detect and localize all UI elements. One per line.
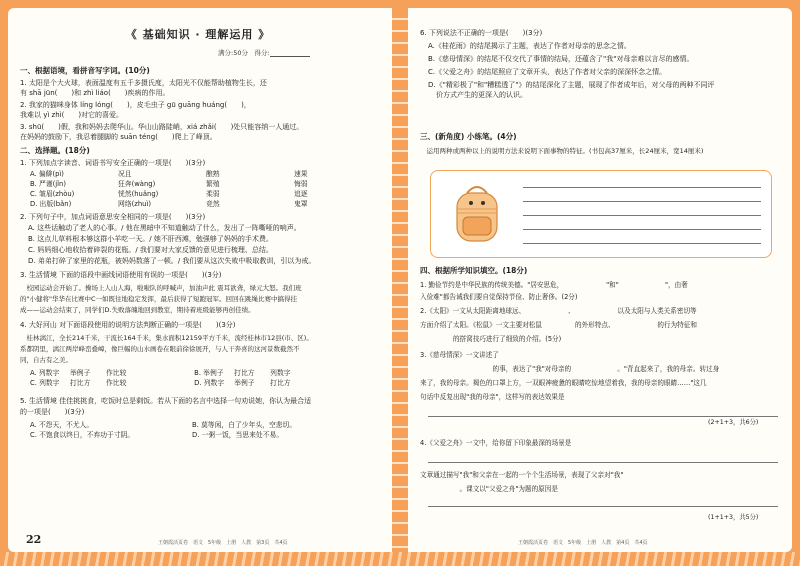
section-4-heading: 四、根据所学知识填空。(18分)	[420, 266, 528, 275]
s1-line-3: 2. 我家的猫咪身体 líng lóng( )，皮毛虫子 gū guāng huáng( )，	[20, 101, 251, 109]
q1-option-a: A. 偏僻(pì) 况且 酿熟 速果	[30, 170, 308, 178]
page-title: 《 基础知识 · 理解运用 》	[125, 28, 271, 41]
s1-line-6: 在妈妈的鼓励下，我忍着腿脚的 suān téng( )爬上了峰顶。	[20, 133, 217, 141]
question-2: 2. 下列句子中，加点词语意思安全相同的一项是( )(3分)	[20, 213, 206, 221]
r3-line-3: 来了，我的母亲。褐色的口罩上方，一双眼神疲惫的眼睛吃惊地望着我，我的母亲的眼睛……"这几	[420, 379, 707, 387]
q1-option-b: B. 严谨(jǐn) 狂奔(wàng) 繁殖 悔弱	[30, 180, 308, 188]
q1-option-c: C. 皱眉(zhòu) 恍然(huǎng) 柔弱 追逐	[30, 190, 308, 198]
q2-option-d: D. 弟弟打碎了家里的花瓶，被妈妈数落了一顿。/ 我们要从这次失败中吸取教训，引以为戒。	[28, 257, 316, 265]
left-footer: 王朝霞活页卷 语文 5年级 上册 人教 第3页 共4页	[158, 540, 288, 546]
section-2-heading: 二、选择题。(18分)	[20, 146, 90, 155]
s1-line-1: 1. 太阳是个大火球，表面温度有五千多摄氏度，太阳光不仅能帮助植物生长，还	[20, 79, 267, 87]
r3-line-1: 3.《慈母情深》一文讲述了	[420, 351, 499, 359]
q2-option-a: A. 这些话触动了老人的心事。/ 他在黑暗中不知道触动了什么，发出了一阵嘶哑的响声。	[28, 224, 301, 232]
section-1-heading: 一、根据语境，看拼音写字词。(10分)	[20, 66, 150, 75]
r3-line-2: 的事，表达了"我"对母亲的 。"背直起来了，我的母亲。转过身	[420, 365, 720, 373]
left-page	[8, 8, 392, 552]
q3-passage-1: 校园运动会开始了。操场上人山人海，啦啦队的呼喊声，加油声此 震耳欲聋，绿元大怒。我们班	[20, 284, 302, 292]
q6-option-a: A.《桂花雨》的结尾揭示了主题，表达了作者对母亲的思念之情。	[428, 42, 631, 50]
answer-line[interactable]	[523, 215, 761, 216]
q5-options-row-1: A. 不怨天，不尤人。 B. 莫等闲，白了少年头，空悲切。	[30, 421, 297, 429]
s3-instruction: 运用两种或两种以上的说明方法来说明下面事物的特征。(书包高37厘米，长24厘米，宽14厘米)	[420, 147, 704, 155]
answer-line[interactable]	[523, 243, 761, 244]
q4-passage-3: 同，自古有之美。	[20, 356, 72, 364]
binding-spine	[392, 8, 408, 552]
r1-line-2: 入俭难"都告诫我们要自觉保持节俭、防止奢侈。(2分)	[420, 293, 578, 301]
q4-options-row-1: A. 列数字 举例子 作比较 B. 举例子 打比方 列数字	[30, 369, 291, 377]
q4-options	[30, 368, 310, 388]
s1-line-2: 有 shā jūn( )和 zhì liáo( )疾病的作用。	[20, 89, 170, 97]
r4-score: (1+1+3，共5分)	[708, 514, 759, 521]
question-4: 4. 大好河山 对下面语段使用的说明方法判断正确的一项是( )(3分)	[20, 321, 236, 329]
backpack-icon	[449, 183, 505, 245]
section-3-heading: 三、(新角度) 小练笔。(4分)	[420, 132, 517, 141]
r3-line-4: 句话中反复出现"我的母亲"，这样写的表达效果是	[420, 393, 565, 401]
r1-line-1: 1. 勤俭节约是中华民族的传统美德。"居安思危， "和" "，由奢	[420, 281, 688, 289]
r3-score: (2+1+3，共6分)	[708, 419, 759, 426]
question-6: 6. 下列说法不正确的一项是( )(3分)	[420, 29, 543, 37]
q1-options	[30, 169, 382, 209]
r4-line-2: 文章通过描写"我"和父亲在一起的一个个生活场景，表现了父亲对"我"	[420, 471, 624, 479]
answer-line[interactable]	[523, 201, 761, 202]
question-1: 1. 下列加点字读音、词语书写安全正确的一项是( )(3分)	[20, 159, 206, 167]
q3-passage-3: 成——运动会结束了，同学们D.失败落魄地回到教室，期待着班级能够再创佳绩。	[20, 306, 255, 314]
q4-passage-1: 桂林漓江，全长214千米，干流长164千米，集水面积12159平方千米，流经桂林市12县(市、区)。	[20, 334, 313, 342]
r2-line-2: 方面介绍了太阳。《松鼠》一文主要对松鼠 的外形特点、 的行为特征和	[420, 321, 697, 329]
writing-box	[430, 170, 772, 258]
s1-line-4: 我难以 yì zhì( )对它的喜爱。	[20, 111, 124, 119]
q6-option-d: D.《"精彩极了"和"糟糕透了"》的结尾深化了主题，展现了作者成年后，对父母的两种不同评	[428, 81, 715, 89]
q6-option-c: C.《父爱之舟》的结尾照应了文章开头，表达了作者对父亲的深深怀念之情。	[428, 68, 667, 76]
answer-line[interactable]	[428, 462, 778, 463]
question-5: 5. 生活情境 佳佳挑挑食，吃饭时总是剩饭。若从下面的名言中选择一句劝说她，你认为最合适	[20, 397, 312, 405]
q2-option-c: C. 妈妈细心地收拾着碎裂的花瓶。/ 我们要对大家反馈的意见进行梳理、总结。	[28, 246, 273, 254]
question-5-cont: 的一项是( )(3分)	[20, 408, 85, 416]
page-number: 22	[26, 533, 42, 546]
q6-option-b: B.《慈母情深》的结尾不仅交代了事情的结局，还蕴含了"我"对母亲难以言尽的感情。	[428, 55, 694, 63]
bottom-decor	[0, 552, 800, 566]
r4-line-3: 。课文以"父爱之舟"为题的原因是	[420, 485, 558, 493]
s1-line-5: 3. shū( )假，我和妈妈去爬华山。华山山路陡峭，xiá zhǎi( )处只能容纳一人通过。	[20, 123, 304, 131]
question-3: 3. 生活情境 下面的语段中画线词语使用有误的一项是( )(3分)	[20, 271, 222, 279]
answer-line[interactable]	[428, 416, 778, 417]
q4-passage-2: 系都阴里，漓江两岸峰峦叠嶂，像巨幅的山水画卷在眼前徐徐展开，与人干奔喜的这河景数截然不	[20, 345, 300, 353]
score-line: 满分:50分 得分:	[218, 48, 310, 57]
answer-line[interactable]	[428, 506, 778, 507]
q4-options-row-2: C. 列数字 打比方 作比较 D. 列数字 举例子 打比方	[30, 379, 291, 387]
r4-line-1: 4.《父爱之舟》一文中，给你留下印象最深的场景是	[420, 439, 572, 447]
answer-line[interactable]	[523, 229, 761, 230]
answer-line[interactable]	[523, 187, 761, 188]
q5-options-row-2: C. 不饱食以终日，不弃功于寸阴。 D. 一粥一饭，当思来处不易。	[30, 431, 284, 439]
q1-option-d: D. 出版(bǎn) 网络(zhuì) 竞然 鬼罩	[30, 200, 308, 208]
r2-line-1: 2.《太阳》一文从太阳距离地球远、 、 以及太阳与人类关系密切等	[420, 307, 697, 315]
q5-options	[30, 420, 372, 440]
q6-option-d-cont: 价方式产生的更深入的认识。	[436, 91, 527, 99]
right-footer: 王朝霞活页卷 语文 5年级 上册 人教 第4页 共4页	[518, 540, 648, 546]
q2-option-b: B. 这点儿草料根本够这群小羊吃一天。/ 她不肝西滩，勉强够了妈妈的手术费。	[28, 235, 273, 243]
r2-line-3: 的搭窝技巧进行了细致的介绍。(5分)	[420, 335, 562, 343]
right-page	[408, 8, 792, 552]
q3-passage-2: 的"小健将"华华在比赛中C一如既往地稳定发挥，最后获得了短跑冠军。回回在跳绳比赛中搞得挂	[20, 295, 298, 303]
